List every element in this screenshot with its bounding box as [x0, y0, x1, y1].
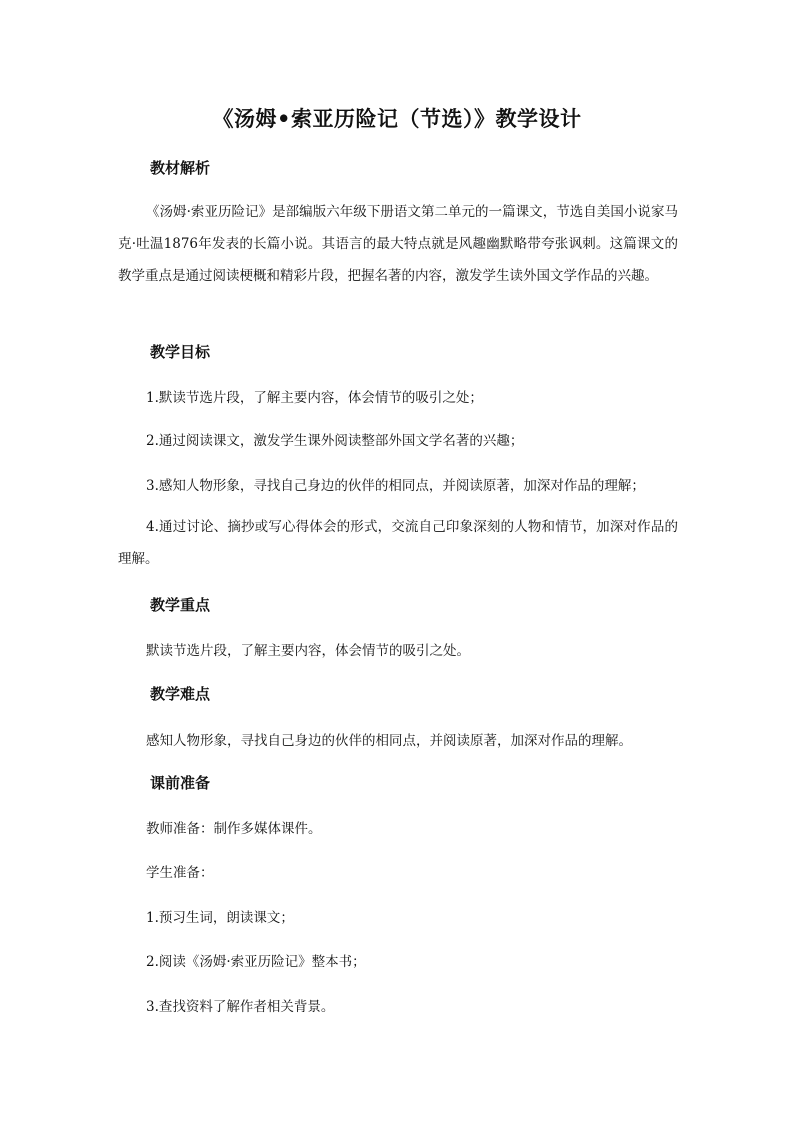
page-title: 《汤姆•索亚历险记（节选）》教学设计 — [212, 106, 582, 131]
goal-item-1: 1.默读节选片段，了解主要内容，体会情节的吸引之处； — [146, 390, 483, 406]
section-heading-difficulty: 教学难点 — [150, 685, 211, 703]
goal-item-3: 3.感知人物形象，寻找自己身边的伙伴的相同点，并阅读原著，加深对作品的理解； — [146, 478, 645, 494]
teacher-preparation: 教师准备：制作多媒体课件。 — [146, 821, 322, 837]
analysis-paragraph: 《汤姆·索亚历险记》是部编版六年级下册语文第二单元的一篇课文，节选自美国小说家马克·吐温1876年发表的长篇小说。其语言的最大特点就是风趣幽默略带夸张讽刺。这篇课文的教学重点是通过阅读梗概和精彩片段，把握名著的内容，激发学生读外国文学作品的兴趣。 — [118, 204, 678, 284]
section-heading-keypoint: 教学重点 — [150, 596, 211, 614]
goal-item-2: 2.通过阅读课文，激发学生课外阅读整部外国文学名著的兴趣； — [146, 433, 524, 449]
prep-item-3: 3.查找资料了解作者相关背景。 — [146, 999, 335, 1015]
keypoint-text: 默读节选片段，了解主要内容，体会情节的吸引之处。 — [146, 643, 470, 659]
section-heading-goals: 教学目标 — [150, 343, 211, 361]
prep-item-2: 2.阅读《汤姆·索亚历险记》整本书； — [146, 954, 366, 970]
section-heading-analysis: 教材解析 — [150, 159, 211, 177]
student-preparation-label: 学生准备： — [146, 865, 214, 881]
prep-item-1: 1.预习生词，朗读课文； — [146, 910, 294, 926]
goal-item-4: 4.通过讨论、摘抄或写心得体会的形式，交流自己印象深刻的人物和情节，加深对作品的理解。 — [118, 519, 678, 567]
section-heading-preparation: 课前准备 — [150, 774, 211, 792]
difficulty-text: 感知人物形象，寻找自己身边的伙伴的相同点，并阅读原著，加深对作品的理解。 — [146, 733, 632, 749]
